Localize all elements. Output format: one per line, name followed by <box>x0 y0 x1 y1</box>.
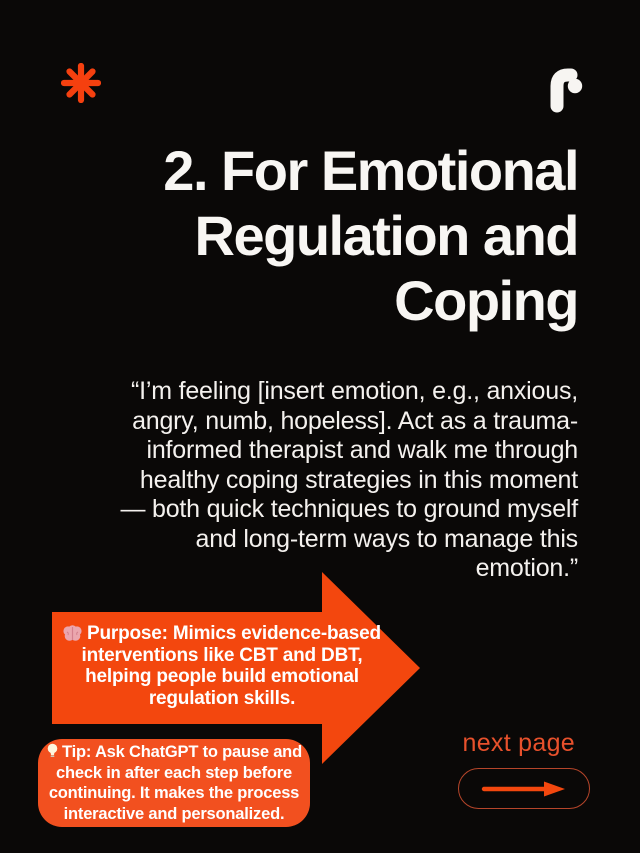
prompt-quote-line: — both quick techniques to ground myself <box>120 495 578 523</box>
arrow-right-icon <box>481 780 567 798</box>
purpose-text-first: Purpose: Mimics evidence-based <box>87 623 381 644</box>
tip-text-line: continuing. It makes the process <box>48 784 300 802</box>
page-title <box>50 138 578 333</box>
page-title-line: 2. For Emotional <box>163 139 578 202</box>
purpose-text <box>60 623 384 709</box>
tip-callout <box>38 739 310 827</box>
brand-logo-icon <box>548 67 586 114</box>
prompt-quote-line: informed therapist and walk me through <box>146 436 578 464</box>
purpose-callout <box>52 572 424 766</box>
next-page-button[interactable] <box>458 768 590 809</box>
prompt-quote-line: angry, numb, hopeless]. Act as a trauma- <box>132 406 578 435</box>
prompt-quote-line: healthy coping strategies in this moment <box>139 465 578 494</box>
tip-text-line: interactive and personalized. <box>63 804 285 823</box>
asterisk-icon <box>61 63 101 103</box>
tip-text-line: check in after each step before <box>56 763 292 782</box>
purpose-text-line: interventions like CBT and DBT, <box>81 644 363 666</box>
purpose-text-line: helping people build emotional <box>85 666 359 687</box>
tip-text-line <box>38 742 310 763</box>
prompt-quote-line: and long-term ways to manage this <box>195 524 578 553</box>
page-title-line: Regulation and <box>194 204 578 267</box>
next-page-label[interactable]: next page <box>462 729 575 757</box>
prompt-quote-line: emotion.” <box>475 554 578 582</box>
purpose-text-line <box>60 623 384 645</box>
bulb-icon <box>46 743 59 759</box>
purpose-text-line: regulation skills. <box>148 687 296 709</box>
prompt-quote <box>50 377 578 584</box>
prompt-quote-line: “I’m feeling [insert emotion, e.g., anxious, <box>131 377 578 405</box>
tip-text-first: Tip: Ask ChatGPT to pause and <box>62 743 302 761</box>
page-title-line: Coping <box>394 269 578 332</box>
brain-icon <box>63 625 82 642</box>
